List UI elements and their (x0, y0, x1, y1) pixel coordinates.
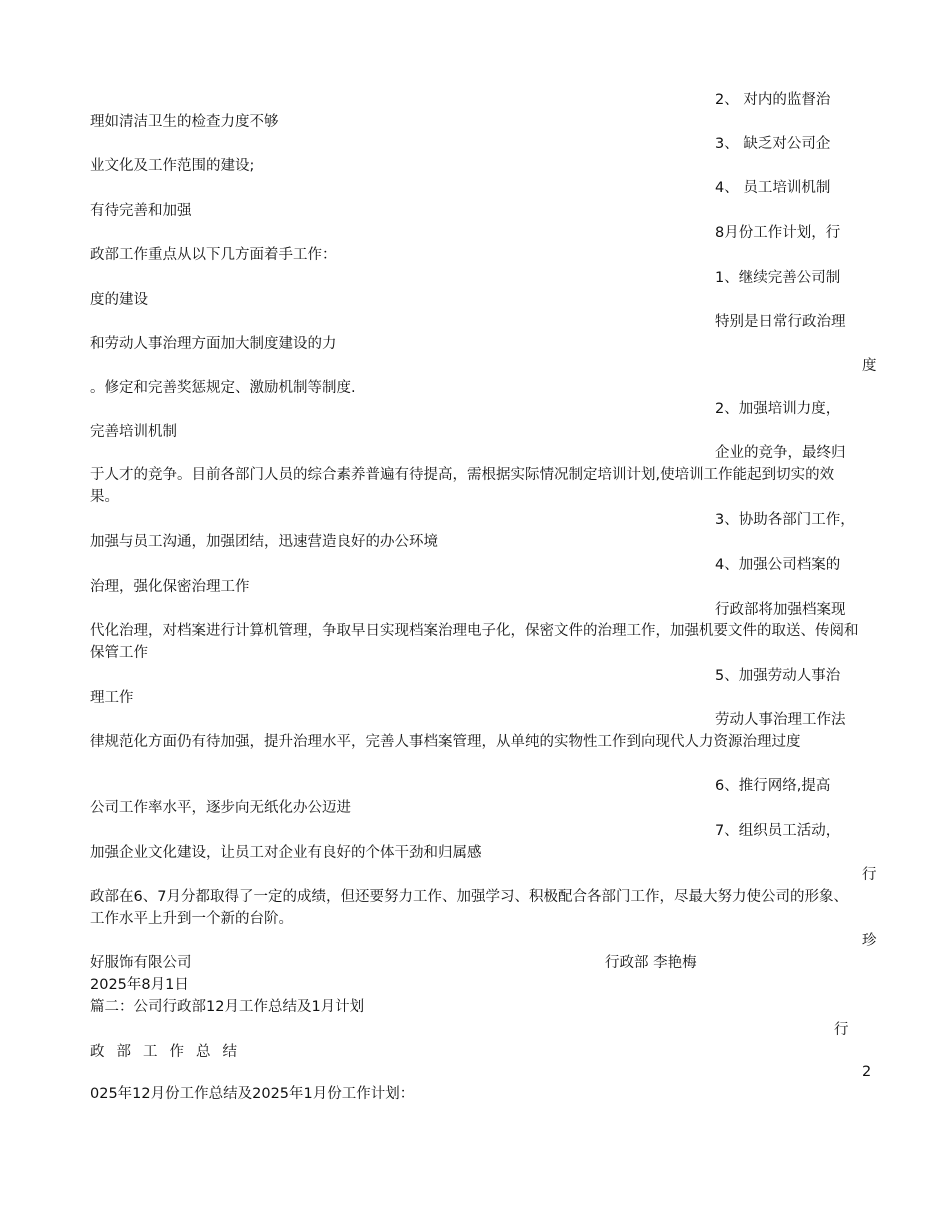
section-title: 篇二：公司行政部12月工作总结及1月计划 (90, 999, 365, 1015)
company-name: 好服饰有限公司 (90, 955, 192, 971)
text-line: 8月份工作计划，行 (715, 225, 841, 241)
text-line: 度 (862, 358, 877, 374)
paragraph: 律规范化方面仍有待加强，提升治理水平，完善人事档案管理，从单纯的实物性工作到向现代人力资源治理过度 (90, 734, 801, 750)
paragraph: 政部在6、7月分都取得了一定的成绩，但还要努力工作、加强学习、积极配合各部门工作，尽最大努力使公司的形象、工作水平上升到一个新的台阶。 (90, 889, 848, 927)
text-line: 公司工作率水平，逐步向无纸化办公迈进 (90, 800, 351, 816)
text-line: 4、加强公司档案的 (715, 557, 841, 573)
text-line: 珍 (862, 933, 877, 949)
date-line: 2025年8月1日 (90, 977, 189, 993)
text-line: 2、加强培训力度， (715, 401, 841, 417)
paragraph: 代化治理，对档案进行计算机管理，争取早日实现档案治理电子化，保密文件的治理工作，加强机要文件的取送、传阅和保管工作 (90, 623, 859, 661)
text-line: 特别是日常行政治理 (715, 314, 846, 330)
text-line: 3、 缺乏对公司企 (715, 136, 831, 152)
text-line: 有待完善和加强 (90, 203, 192, 219)
text-line: 劳动人事治理工作法 (715, 712, 846, 728)
text-line: 行 (834, 1022, 849, 1038)
text-line: 6、推行网络,提高 (715, 778, 831, 794)
text-line: 。修定和完善奖惩规定、激励机制等制度. (90, 380, 356, 396)
signature-line: 行政部 李艳梅 (605, 955, 697, 971)
text-line: 行政部将加强档案现 (715, 602, 846, 618)
text-line: 2、 对内的监督治 (715, 92, 831, 108)
text-line: 7、组织员工活动， (715, 823, 841, 839)
text-line: 行 (862, 867, 877, 883)
text-line: 治理，强化保密治理工作 (90, 579, 250, 595)
text-line: 和劳动人事治理方面加大制度建设的力 (90, 336, 337, 352)
text-line: 2 (862, 1064, 872, 1080)
text-line: 5、加强劳动人事治 (715, 668, 841, 684)
text-line: 025年12月份工作总结及2025年1月份工作计划： (90, 1086, 415, 1102)
text-line: 理工作 (90, 690, 134, 706)
text-line: 业文化及工作范围的建设; (90, 158, 255, 174)
paragraph-text: 于人才的竞争。目前各部门人员的综合素养普遍有待提高，需根据实际情况制定培训计划,使培训工作能起到切实的效果。 (90, 467, 835, 505)
text-line: 度的建设 (90, 292, 148, 308)
text-line: 政部工作重点从以下几方面着手工作： (90, 247, 337, 263)
text-line: 完善培训机制 (90, 424, 177, 440)
heading-spaced: 政部工作总结 (90, 1044, 249, 1060)
text-line: 3、协助各部门工作， (715, 512, 855, 528)
text-line: 1、继续完善公司制 (715, 270, 841, 286)
text-line: 企业的竞争，最终归 (715, 445, 846, 461)
text-line: 4、 员工培训机制 (715, 180, 831, 196)
text-line: 加强与员工沟通，加强团结，迅速营造良好的办公环境 (90, 534, 438, 550)
text-line: 理如清洁卫生的检查力度不够 (90, 114, 279, 130)
text-line: 加强企业文化建设，让员工对企业有良好的个体干劲和归属感 (90, 845, 482, 861)
